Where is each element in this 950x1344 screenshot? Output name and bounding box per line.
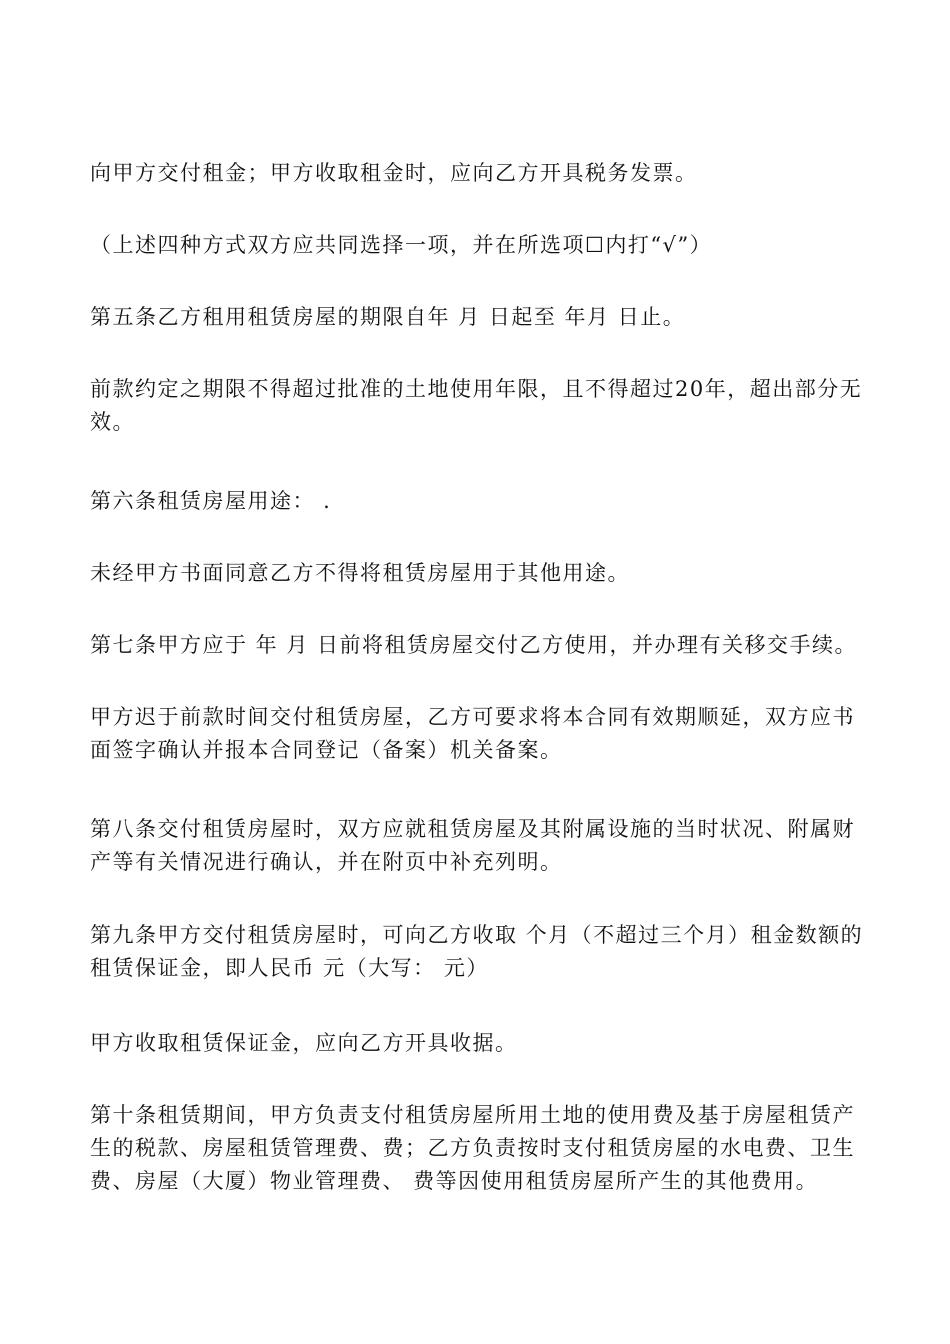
text-line: 前款约定之期限不得超过批准的土地使用年限，且不得超过20年，超出部分无 bbox=[90, 377, 863, 401]
text-line: 甲方收取租赁保证金，应向乙方开具收据。 bbox=[90, 1031, 518, 1055]
text-line: 租赁保证金，即人民币 元（大写： 元） bbox=[90, 956, 489, 980]
text-line: （上述四种方式双方应共同选择一项，并在所选项☐内打“√”） bbox=[90, 233, 713, 257]
paragraph-article-6 bbox=[90, 485, 870, 518]
paragraph-deposit-receipt bbox=[90, 1027, 870, 1060]
paragraph-article-7 bbox=[90, 629, 870, 662]
paragraph-article-9 bbox=[90, 919, 870, 985]
text-line: 产等有关情况进行确认，并在附页中补充列明。 bbox=[90, 850, 563, 874]
text-line: 效。 bbox=[90, 410, 135, 434]
text-line: 第八条交付租赁房屋时，双方应就租赁房屋及其附属设施的当时状况、附属财 bbox=[90, 817, 855, 841]
paragraph-article-5 bbox=[90, 301, 870, 334]
text-line: 生的税款、房屋租赁管理费、费；乙方负责按时支付租赁房屋的水电费、卫生 bbox=[90, 1136, 855, 1160]
paragraph-use-restriction bbox=[90, 557, 870, 590]
paragraph-article-8 bbox=[90, 813, 870, 879]
text-line: 甲方迟于前款时间交付租赁房屋，乙方可要求将本合同有效期顺延，双方应书 bbox=[90, 705, 855, 729]
text-line: 第十条租赁期间，甲方负责支付租赁房屋所用土地的使用费及基于房屋租赁产 bbox=[90, 1103, 855, 1127]
paragraph-term-limit bbox=[90, 373, 870, 439]
text-line: 第五条乙方租用租赁房屋的期限自年 月 日起至 年月 日止。 bbox=[90, 305, 686, 329]
paragraph-payment-choice-note bbox=[90, 229, 870, 262]
text-line: 费、房屋（大厦）物业管理费、 费等因使用租赁房屋所产生的其他费用。 bbox=[90, 1169, 819, 1193]
text-line: 第九条甲方交付租赁房屋时，可向乙方收取 个月（不超过三个月）租金数额的 bbox=[90, 923, 864, 947]
paragraph-late-delivery bbox=[90, 701, 870, 767]
text-line: 未经甲方书面同意乙方不得将租赁房屋用于其他用途。 bbox=[90, 561, 630, 585]
text-line: 向甲方交付租金；甲方收取租金时，应向乙方开具税务发票。 bbox=[90, 161, 698, 185]
paragraph-rent-payment bbox=[90, 157, 870, 190]
text-line: 第六条租赁房屋用途： . bbox=[90, 489, 332, 513]
text-line: 第七条甲方应于 年 月 日前将租赁房屋交付乙方使用，并办理有关移交手续。 bbox=[90, 633, 858, 657]
text-line: 面签字确认并报本合同登记（备案）机关备案。 bbox=[90, 738, 563, 762]
paragraph-article-10 bbox=[90, 1099, 870, 1198]
